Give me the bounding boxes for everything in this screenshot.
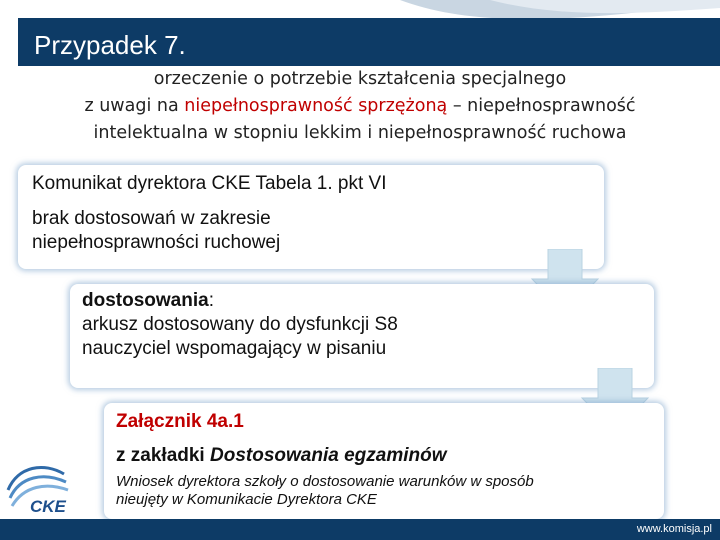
box-dostosowania <box>70 284 654 388</box>
box-zalacznik-sub-italic: Dostosowania egzaminów <box>210 445 447 466</box>
box-dostosowania-heading <box>82 290 214 312</box>
subtitle <box>40 66 680 147</box>
box-komunikat-body-line-2: niepełnosprawności ruchowej <box>32 232 281 253</box>
box-komunikat-heading: Komunikat dyrektora CKE Tabela 1. pkt VI <box>32 173 387 194</box>
box-zalacznik-sub-prefix: z zakładki <box>116 445 210 466</box>
box-zalacznik-subheading <box>116 445 446 467</box>
subtitle-line-3: intelektualna w stopniu lekkim i niepełnosprawność ruchowa <box>93 123 627 143</box>
box-komunikat-body-line-1: brak dostosowań w zakresie <box>32 208 271 229</box>
box-dostosowania-heading-colon: : <box>208 290 214 311</box>
cke-logo-icon <box>4 460 74 520</box>
footer-url[interactable]: www.komisja.pl <box>636 523 712 535</box>
box-komunikat-body <box>32 207 280 255</box>
subtitle-line-2 <box>40 93 680 120</box>
footer-bar <box>0 519 720 540</box>
cke-logo-text: CKE <box>30 497 66 516</box>
subtitle-line-2-suffix: – niepełnosprawność <box>447 96 636 116</box>
box-zalacznik <box>104 403 664 519</box>
box-dostosowania-heading-bold: dostosowania <box>82 290 209 311</box>
box-dostosowania-line-1: arkusz dostosowany do dysfunkcji S8 <box>82 314 398 335</box>
box-zalacznik-note: Wniosek dyrektora szkoły o dostosowanie warunków w sposób nieujęty w Komunikacie Dyrektora CKE <box>116 473 534 508</box>
box-zalacznik-heading: Załącznik 4a.1 <box>116 411 244 432</box>
subtitle-highlight: niepełnosprawność sprzężoną <box>184 96 448 116</box>
box-komunikat <box>18 165 604 269</box>
subtitle-line-2-prefix: z uwagi na <box>84 96 185 116</box>
title-bar <box>18 18 720 66</box>
slide-title: Przypadek 7. <box>34 30 186 60</box>
box-dostosowania-line-2: nauczyciel wspomagający w pisaniu <box>82 338 387 359</box>
subtitle-line-1: orzeczenie o potrzebie kształcenia specjalnego <box>153 69 567 89</box>
